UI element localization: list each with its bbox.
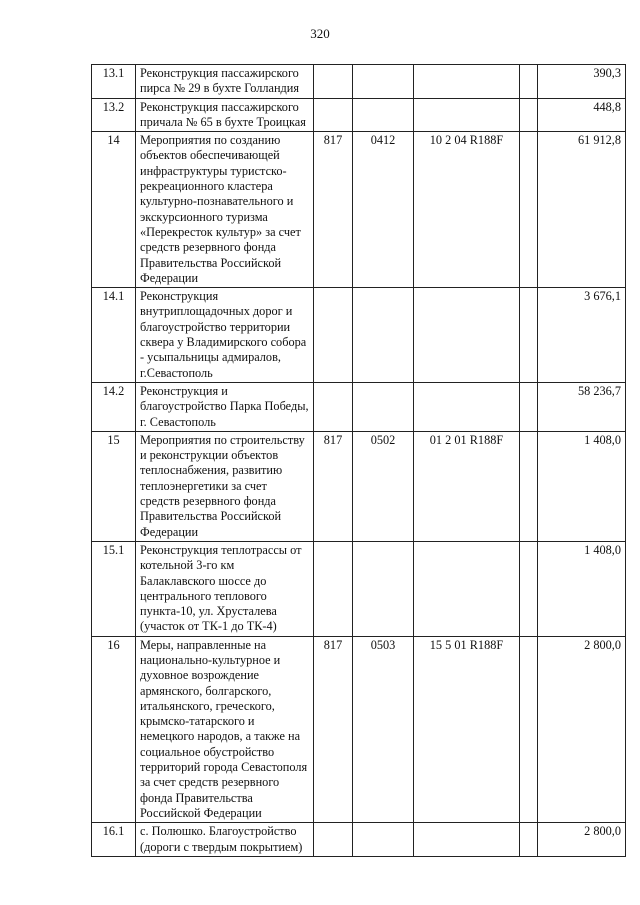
row-number: 15.1 (92, 541, 136, 636)
row-target-code (414, 823, 520, 857)
row-target-code (414, 382, 520, 431)
row-number: 13.2 (92, 98, 136, 132)
row-section-code (353, 288, 414, 383)
row-name: Реконструкция внутриплощадочных дорог и благоустройство территории сквера у Владимирского собора - усыпальницы адмиралов, г.Севастополь (136, 288, 314, 383)
row-section-code: 0502 (353, 431, 414, 541)
row-name: с. Полюшко. Благоустройство (дороги с твердым покрытием) (136, 823, 314, 857)
row-section-code (353, 98, 414, 132)
row-target-code: 10 2 04 R188F (414, 132, 520, 288)
row-expense-type (520, 636, 538, 823)
row-expense-type (520, 823, 538, 857)
row-number: 14.1 (92, 288, 136, 383)
row-number: 15 (92, 431, 136, 541)
row-section-code: 0412 (353, 132, 414, 288)
table-row (92, 288, 626, 383)
row-amount: 448,8 (538, 98, 626, 132)
row-name: Реконструкция и благоустройство Парка Победы, г. Севастополь (136, 382, 314, 431)
row-ved-code: 817 (314, 431, 353, 541)
row-target-code (414, 65, 520, 99)
row-target-code (414, 98, 520, 132)
row-target-code: 15 5 01 R188F (414, 636, 520, 823)
row-ved-code: 817 (314, 636, 353, 823)
row-number: 16 (92, 636, 136, 823)
row-target-code (414, 541, 520, 636)
row-amount: 1 408,0 (538, 541, 626, 636)
table-row (92, 541, 626, 636)
row-ved-code (314, 823, 353, 857)
row-amount: 2 800,0 (538, 636, 626, 823)
row-number: 13.1 (92, 65, 136, 99)
row-ved-code (314, 288, 353, 383)
row-expense-type (520, 541, 538, 636)
table-row (92, 636, 626, 823)
row-amount: 61 912,8 (538, 132, 626, 288)
row-target-code (414, 288, 520, 383)
row-expense-type (520, 288, 538, 383)
row-number: 16.1 (92, 823, 136, 857)
row-ved-code (314, 65, 353, 99)
table-row (92, 823, 626, 857)
row-amount: 58 236,7 (538, 382, 626, 431)
row-amount: 2 800,0 (538, 823, 626, 857)
row-target-code: 01 2 01 R188F (414, 431, 520, 541)
row-number: 14.2 (92, 382, 136, 431)
row-name: Мероприятия по строительству и реконструкции объектов теплоснабжения, развитию теплоэнергетики за счет средств резервного фонда Правительства Российской Федерации (136, 431, 314, 541)
budget-table (91, 64, 626, 857)
row-section-code (353, 65, 414, 99)
row-amount: 1 408,0 (538, 431, 626, 541)
row-ved-code: 817 (314, 132, 353, 288)
row-ved-code (314, 382, 353, 431)
row-section-code (353, 382, 414, 431)
row-name: Реконструкция пассажирского причала № 65 в бухте Троицкая (136, 98, 314, 132)
row-section-code (353, 541, 414, 636)
page-number: 320 (310, 26, 330, 41)
row-amount: 3 676,1 (538, 288, 626, 383)
row-ved-code (314, 98, 353, 132)
row-name: Меры, направленные на национально-культурное и духовное возрождение армянского, болгарского, итальянского, греческого, крымско-татарского и немецкого народов, а также на социальное обустройство территорий города Севастополя за счет средств резервного фонда Правительства Российской Федерации (136, 636, 314, 823)
row-expense-type (520, 65, 538, 99)
table-body (92, 65, 626, 857)
table-row (92, 132, 626, 288)
table-row (92, 382, 626, 431)
row-expense-type (520, 382, 538, 431)
row-name: Реконструкция пассажирского пирса № 29 в бухте Голландия (136, 65, 314, 99)
row-ved-code (314, 541, 353, 636)
row-section-code: 0503 (353, 636, 414, 823)
table-row (92, 98, 626, 132)
row-name: Мероприятия по созданию объектов обеспечивающей инфраструктуры туристско-рекреационного кластера культурно-познавательного и экскурсионного туризма «Перекресток культур» за счет средств резервного фонда Правительства Российской Федерации (136, 132, 314, 288)
table-row (92, 431, 626, 541)
row-amount: 390,3 (538, 65, 626, 99)
row-expense-type (520, 98, 538, 132)
row-section-code (353, 823, 414, 857)
row-expense-type (520, 431, 538, 541)
row-name: Реконструкция теплотрассы от котельной 3-го км Балаклавского шоссе до центрального теплового пункта-10, ул. Хрусталева (участок от ТК-1 до ТК-4) (136, 541, 314, 636)
row-expense-type (520, 132, 538, 288)
row-number: 14 (92, 132, 136, 288)
table-row (92, 65, 626, 99)
